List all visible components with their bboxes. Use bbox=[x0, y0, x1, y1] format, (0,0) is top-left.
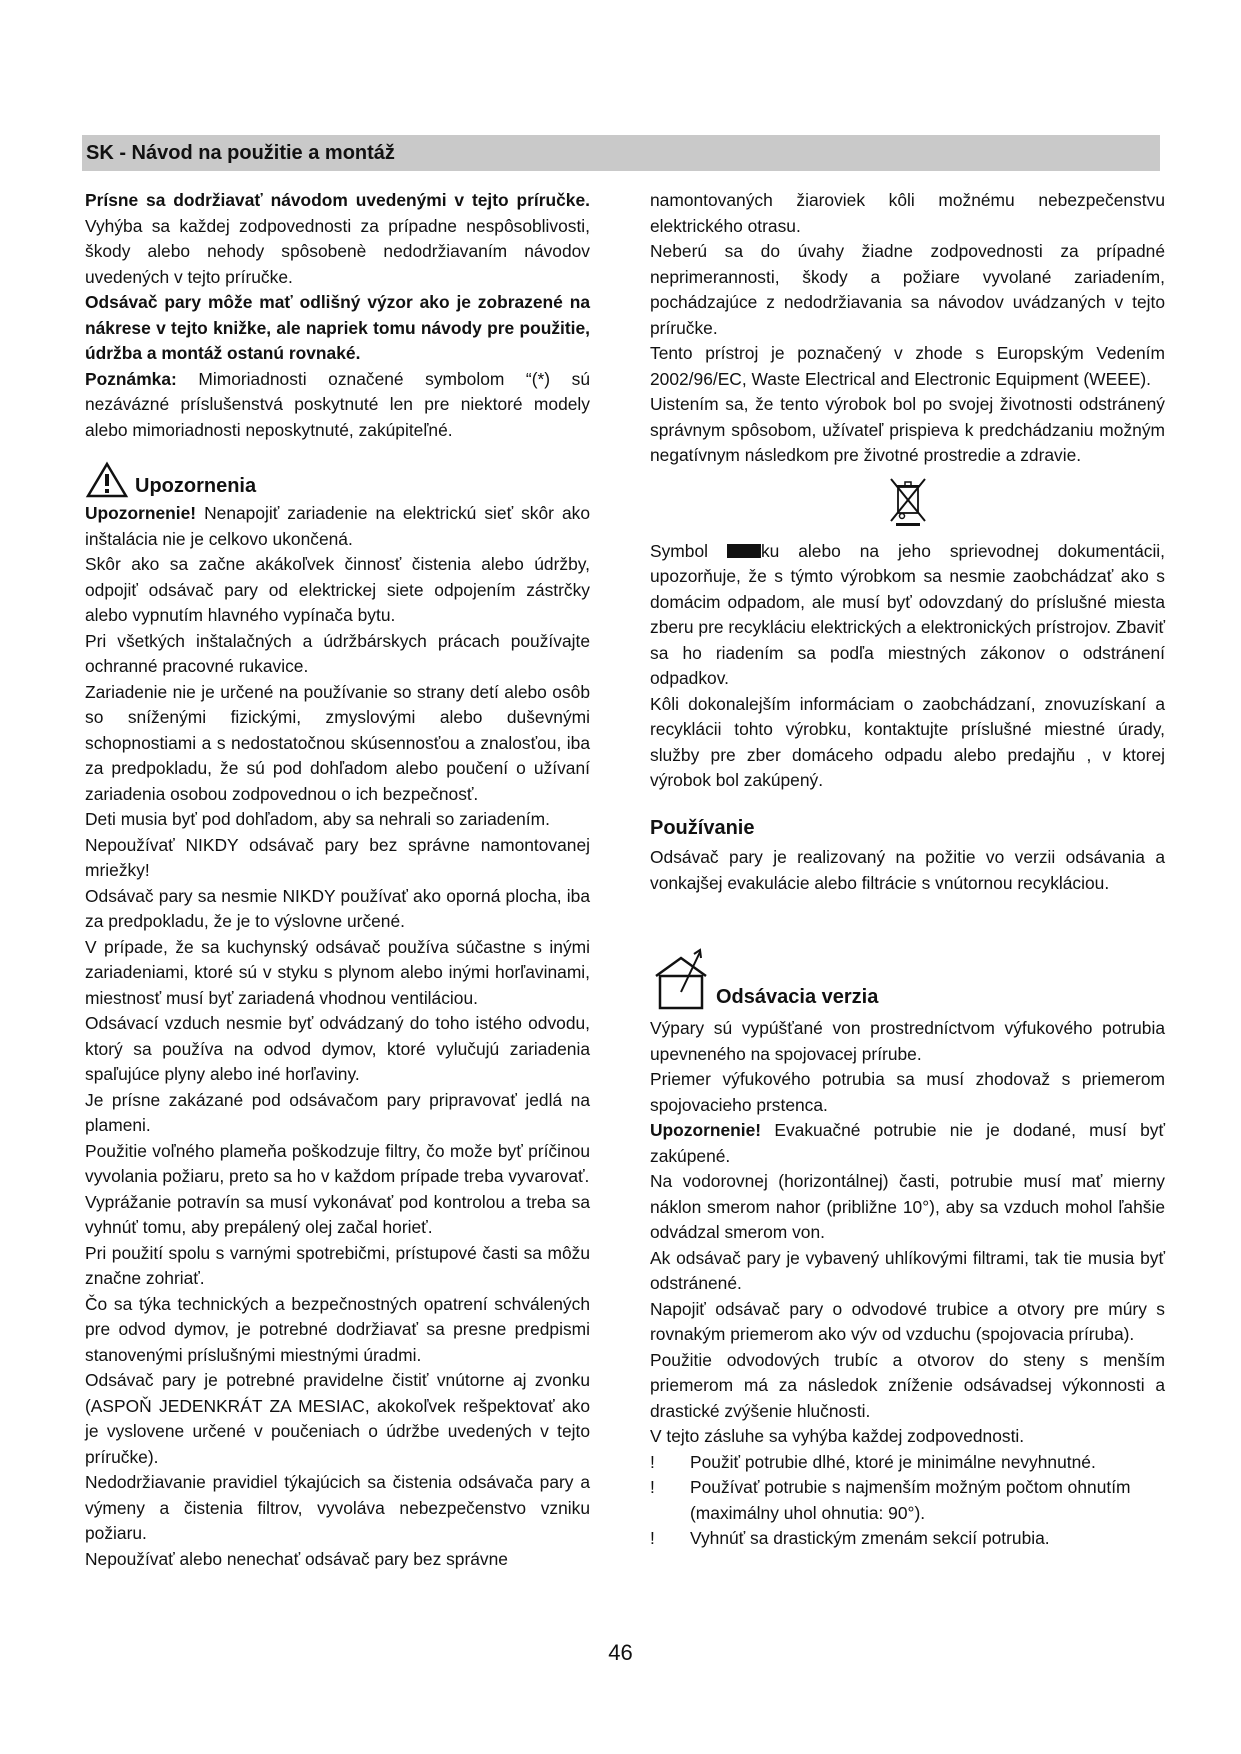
warning-paragraph: Použitie voľného plameňa poškodzuje filtry, čo može byť príčinou vyvolania požiaru, preto sa ho v každom prípade treba vyvarovať. bbox=[85, 1140, 590, 1186]
usage-text: Odsávač pary je realizovaný na požitie vo verzii odsávania a vonkajšej evakulácie alebo filtrácie s vnútornou recykláciou. bbox=[650, 847, 1165, 893]
intro-text: Vyhýba sa každej zodpovednosti za prípadne nespôsoblivosti, škody alebo nehody spôsobenè nedodržiavaním návodov uvedených v tejto príručke. bbox=[85, 215, 590, 287]
list-item bbox=[650, 1526, 1165, 1552]
note-text: Mimoriadnosti označené symbolom “(*) sú nezávázné príslušenstvá poskytnuté len pre niektoré modely alebo mimoriadnosti neposkytnuté, zakúpiteľné. bbox=[85, 368, 590, 440]
intro-bold-2: Odsávač pary môže mať odlišný výzor ako je zobrazené na nákrese v tejto knižke, ale napriek tomu návody pre použitie, údržba a montáž ostanú rovnaké. bbox=[85, 292, 590, 363]
warning-paragraph: Pri použití spolu s varnými spotrebičmi, prístupové časti sa môžu značne zohriať. bbox=[85, 1242, 590, 1288]
extraction-paragraph: Priemer výfukového potrubia sa musí zhodovaž s priemerom spojovacieho prstenca. bbox=[650, 1069, 1165, 1115]
page-title: SK - Návod na použitie a montáž bbox=[86, 142, 395, 164]
bullet-text: Používať potrubie s najmenším možným počtom ohnutím (maximálny uhol ohnutia: 90°). bbox=[690, 1477, 1131, 1523]
warning-paragraph: Zariadenie nie je určené na používanie so strany detí alebo osôb so sníženými fizickými, zmyslovými alebo duševnými schopnostiami a s nedostatočnou skúsennosťou a znalosťou, iba za predpokladu, že sú pod dohľadom alebo poučení o užívaní zariadenia osobou zodpovednou o ich bezpečnosť. bbox=[85, 681, 590, 804]
bullet-text: Vyhnúť sa drastickým zmenám sekcií potrubia. bbox=[690, 1528, 1050, 1548]
warnings-heading bbox=[85, 461, 590, 499]
warning-paragraph: Nepoužívať NIKDY odsávač pary bez správne namontovanej mriežky! bbox=[85, 834, 590, 880]
right-paragraph: Kôli dokonalejším informáciam o zaobchádzaní, znovuzískaní a recyklácii tohto výrobku, kontaktujte príslušné miestné úrady, služby pre zber domáceho odpadu alebo predajňu , v ktorej výrobok bol zakúpený. bbox=[650, 693, 1165, 790]
right-paragraph: Tento prístroj je poznačený v zhode s Europským Vedením 2002/96/EC, Waste Electrical and Electronic Equipment (WEEE). bbox=[650, 343, 1165, 389]
warning-paragraph: Deti musia byť pod dohľadom, aby sa nehrali so zariadením. bbox=[85, 809, 550, 829]
warning-label: Upozornenie! bbox=[85, 503, 197, 523]
left-column bbox=[85, 188, 590, 1572]
house-vent-icon bbox=[650, 946, 712, 1012]
intro-bold-paragraph bbox=[85, 290, 590, 367]
warning-paragraph: Je prísne zakázané pod odsávačom pary pripravovať jedlá na plameni. bbox=[85, 1089, 590, 1135]
extraction-heading bbox=[650, 946, 1165, 1012]
extraction-warning-label: Upozornenie! bbox=[650, 1120, 762, 1140]
page-number: 46 bbox=[608, 1640, 633, 1665]
warning-paragraph: Odsávač pary je potrebné pravidelne čistiť vnútorne aj zvonku (ASPOŇ JEDENKRÁT ZA MESIAC, akokoľvek rešpektovať ako je vyslovene určené v poučeniach o údržbe uvedených v tejto príručke). bbox=[85, 1370, 590, 1467]
symbol-paragraph bbox=[650, 539, 1165, 692]
warning-first-text: Nenapojiť zariadenie na elektrickú sieť skôr ako inštalácia nie je celkovo ukončená. bbox=[85, 503, 590, 549]
warning-triangle-icon bbox=[85, 461, 129, 499]
warnings-title: Upozornenia bbox=[135, 475, 257, 497]
warning-paragraph: Vyprážanie potravín sa musí vykonávať pod kontrolou a treba sa vyhnúť tomu, aby prepálený olej začal horieť. bbox=[85, 1191, 590, 1237]
warning-paragraph: Odsávací vzduch nesmie byť odvádzaný do toho istého odvodu, ktorý sa používa na odvod dymov, ktoré vylučujú zariadenia spaľujúce plyny alebo iné horľaviny. bbox=[85, 1013, 590, 1084]
warning-paragraph: Pri všetkých inštalačných a údržbárskych prácach používajte ochranné pracovné rukavice. bbox=[85, 630, 590, 676]
warning-paragraph: Nepoužívať alebo nenechať odsávač pary bez správne bbox=[85, 1548, 508, 1569]
extraction-paragraph: V tejto zásluhe sa vyhýba každej zodpovednosti. bbox=[650, 1426, 1025, 1446]
usage-title: Používanie bbox=[650, 816, 755, 839]
extraction-paragraph: Ak odsávač pary je vybavený uhlíkovými filtrami, tak tie musia byť odstránené. bbox=[650, 1247, 1165, 1293]
weee-symbol bbox=[650, 475, 1165, 533]
list-item bbox=[650, 1450, 1165, 1476]
warning-paragraph: V prípade, že sa kuchynský odsávač používa súčastne s inými zariadeniami, ktoré sú v styku s plynom alebo inými horľavinami, miestnosť musí byť zariadená vhodnou ventiláciou. bbox=[85, 936, 590, 1008]
warning-paragraph: Odsávač pary sa nesmie NIKDY používať ako oporná plocha, iba za predpokladu, že je to výslovne určené. bbox=[85, 885, 590, 931]
extraction-warning-text: Evakuačné potrubie nie je dodané, musí byť zakúpené. bbox=[650, 1120, 1165, 1166]
intro-paragraph bbox=[85, 188, 590, 290]
intro-bold: Prísne sa dodržiavať návodom uvedenými v tejto príručke. bbox=[85, 190, 590, 210]
extraction-paragraph: Výpary sú vypúšťané von prostredníctvom výfukového potrubia upevneného na spojovacej prírube. bbox=[650, 1018, 1165, 1064]
extraction-paragraph: Na vodorovnej (horizontálnej) časti, potrubie musí mať mierny náklon smerom nahor (približne 10°), aby sa vzduch mohol ľahšie odvádzal smerom von. bbox=[650, 1171, 1165, 1242]
bullet-text: Použiť potrubie dlhé, ktoré je minimálne nevyhnutné. bbox=[690, 1451, 1096, 1472]
section-header-bar bbox=[82, 135, 1160, 171]
warning-first bbox=[85, 501, 590, 552]
right-paragraph: namontovaných žiaroviek kôli možnému nebezpečenstvu elektrického otrasu. bbox=[650, 190, 1165, 236]
warning-paragraph: Skôr ako sa začne akákoľvek činnosť čistenia alebo údržby, odpojiť odsávač pary od elektrickej siete odpojením zástrčky alebo vypnutím hlavného vypínača bytu. bbox=[85, 554, 590, 625]
bullet-mark: ! bbox=[650, 1477, 655, 1497]
extraction-paragraph: Použitie odvodových trubíc a otvorov do steny s menším priemerom má za následok zníženie odsávadsej výkonnosti a drastické zvýšenie hlučnosti. bbox=[650, 1349, 1165, 1421]
symbol-pre: Symbol bbox=[650, 540, 727, 561]
crossed-bin-icon bbox=[888, 475, 928, 527]
extraction-warning bbox=[650, 1118, 1165, 1169]
extraction-paragraph: Napojiť odsávač pary o odvodové trubice a otvory pre múry s rovnakým priemerom ako výv od vzduchu (spojovacia príruba). bbox=[650, 1298, 1165, 1344]
note-paragraph bbox=[85, 367, 590, 444]
right-column bbox=[650, 188, 1165, 1552]
extraction-title: Odsávacia verzia bbox=[716, 986, 879, 1008]
redaction-mark bbox=[727, 544, 761, 558]
right-paragraph: Uistením sa, že tento výrobok bol po svojej životnosti odstránený správnym spôsobom, užívateľ prispieva k predchádzaniu možným negatívnym následkom pre životné prostredie a zdravie. bbox=[650, 394, 1165, 465]
list-item bbox=[650, 1475, 1165, 1526]
right-paragraph: Neberú sa do úvahy žiadne zodpovednosti za prípadné neprimerannosti, škody a požiare vyvolané zariadením, pochádzajúce z nedodržiavania sa návodov uvádzaných v tejto príručke. bbox=[650, 241, 1165, 338]
warning-paragraph: Nedodržiavanie pravidiel týkajúcich sa čistenia odsávača pary a výmeny a čistenia filtrov, vyvoláva nebezpečenstvo vzniku požiaru. bbox=[85, 1472, 590, 1543]
bullet-mark: ! bbox=[650, 1451, 655, 1472]
bullet-mark: ! bbox=[650, 1528, 655, 1548]
note-label: Poznámka: bbox=[85, 368, 177, 389]
warning-paragraph: Čo sa týka technických a bezpečnostných opatrení schválených pre odvod dymov, je potrebné dodržiavať sa presne predpismi stanovenými príslušnými miestnými úradmi. bbox=[85, 1293, 590, 1365]
symbol-post: ku alebo na jeho sprievodnej dokumentácii, upozorňuje, že s týmto výrobkom sa nesmie zaobchádzať ako s domácim odpadom, ale musí byť odovzdaný do príslušné miesta zberu pre recykláciu elektrických a elektronických prístrojov. Zbaviť sa ho riadením sa podľa miestných zákonov o odstránení odpadkov. bbox=[650, 540, 1165, 688]
